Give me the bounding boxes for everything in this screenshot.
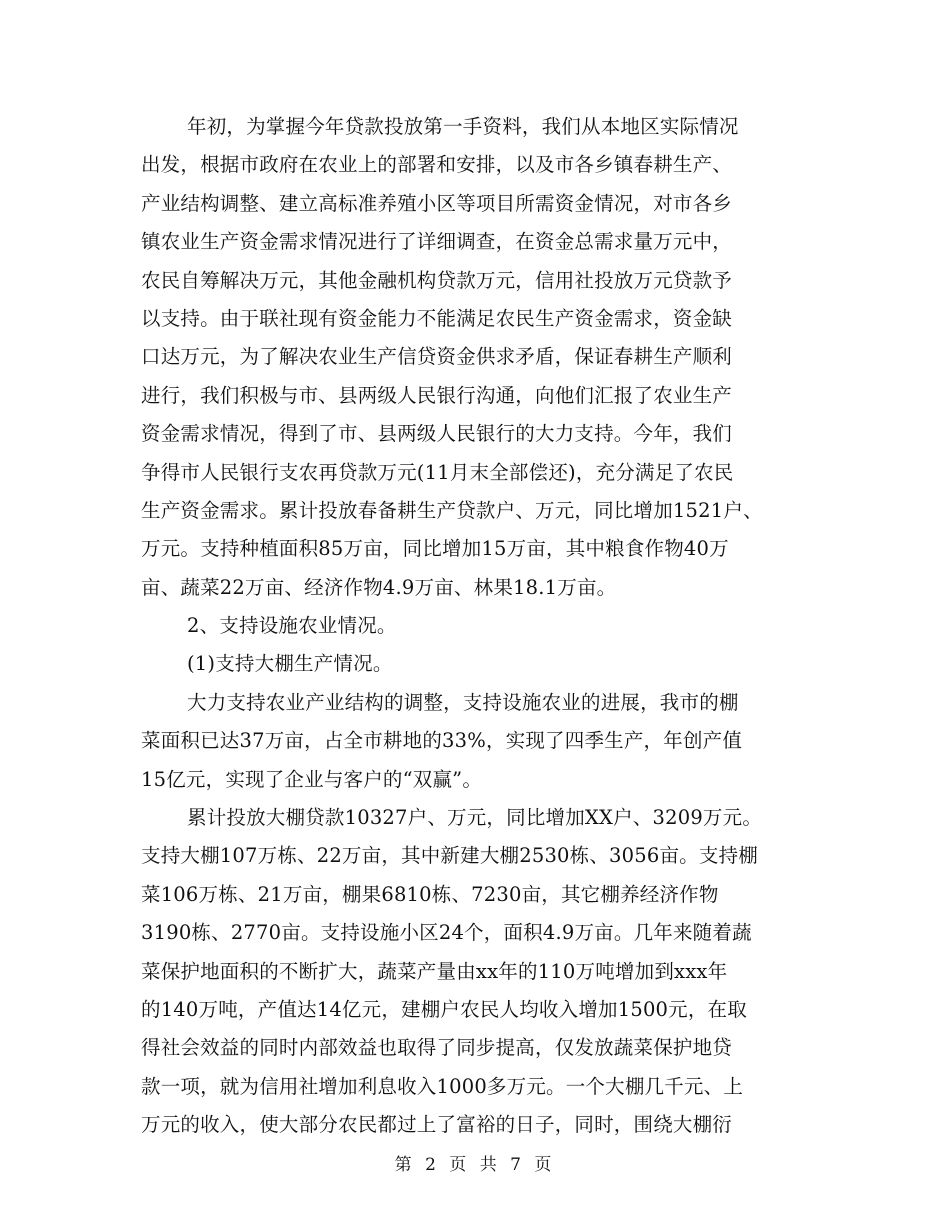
text-line: 大力支持农业产业结构的调整，支持设施农业的进展，我市的棚 [187,690,739,714]
text-line: 年初，为掌握今年贷款投放第一手资料，我们从本地区实际情况 [187,115,739,138]
text-line: 出发，根据市政府在农业上的部署和安排，以及市各乡镇春耕生产、 [141,153,733,177]
text-line: (1)支持大棚生产情况。 [187,652,393,676]
text-line: 口达万元，为了解决农业生产信贷资金供求矛盾，保证春耕生产顺利 [141,345,733,369]
text-line: 15亿元，实现了企业与客户的“双赢”。 [141,767,483,791]
text-line: 的140万吨，产值达14亿元，建棚户农民人均收入增加1500元，在取 [141,997,747,1021]
text-line: 菜面积已达37万亩，占全市耕地的33%，实现了四季生产，年创产值 [141,729,743,753]
text-line: 生产资金需求。累计投放春备耕生产贷款户、万元，同比增加1521户、 [141,498,763,522]
text-line: 以支持。由于联社现有资金能力不能满足农民生产资金需求，资金缺 [141,306,733,330]
text-line: 资金需求情况，得到了市、县两级人民银行的大力支持。今年，我们 [141,422,733,446]
text-line: 亩、蔬菜22万亩、经济作物4.9万亩、林果18.1万亩。 [141,575,617,599]
text-line: 得社会效益的同时内部效益也取得了同步提高，仅发放蔬菜保护地贷 [141,1036,733,1060]
text-line: 进行，我们积极与市、县两级人民银行沟通，向他们汇报了农业生产 [141,383,733,407]
text-line: 累计投放大棚贷款10327户、万元，同比增加XX户、3209万元。 [187,806,763,830]
text-line: 2、支持设施农业情况。 [187,614,397,638]
text-line: 万元。支持种植面积85万亩，同比增加15万亩，其中粮食作物40万 [141,537,729,561]
text-line: 产业结构调整、建立高标准养殖小区等项目所需资金情况，对市各乡 [141,191,733,215]
page-number-footer: 第 2 页 共 7 页 [394,1155,556,1175]
text-line: 3190栋、2770亩。支持设施小区24个，面积4.9万亩。几年来随着蔬 [141,921,752,945]
text-line: 菜106万栋、21万亩，棚果6810栋、7230亩，其它棚养经济作物 [141,882,719,906]
text-line: 菜保护地面积的不断扩大，蔬菜产量由xx年的110万吨增加到xxx年 [141,959,728,983]
text-line: 万元的收入，使大部分农民都过上了富裕的日子，同时，围绕大棚衍 [141,1113,733,1137]
text-line: 款一项，就为信用社增加利息收入1000多万元。一个大棚几千元、上 [141,1074,744,1098]
text-line: 镇农业生产资金需求情况进行了详细调查，在资金总需求量万元中， [141,230,733,254]
document-body [141,108,821,1145]
text-line: 争得市人民银行支农再贷款万元(11月末全部偿还)，充分满足了农民 [141,460,734,484]
text-line: 支持大棚107万栋、22万亩，其中新建大棚2530栋、3056亩。支持棚 [141,844,758,868]
text-line: 农民自筹解决万元，其他金融机构贷款万元，信用社投放万元贷款予 [141,268,733,292]
